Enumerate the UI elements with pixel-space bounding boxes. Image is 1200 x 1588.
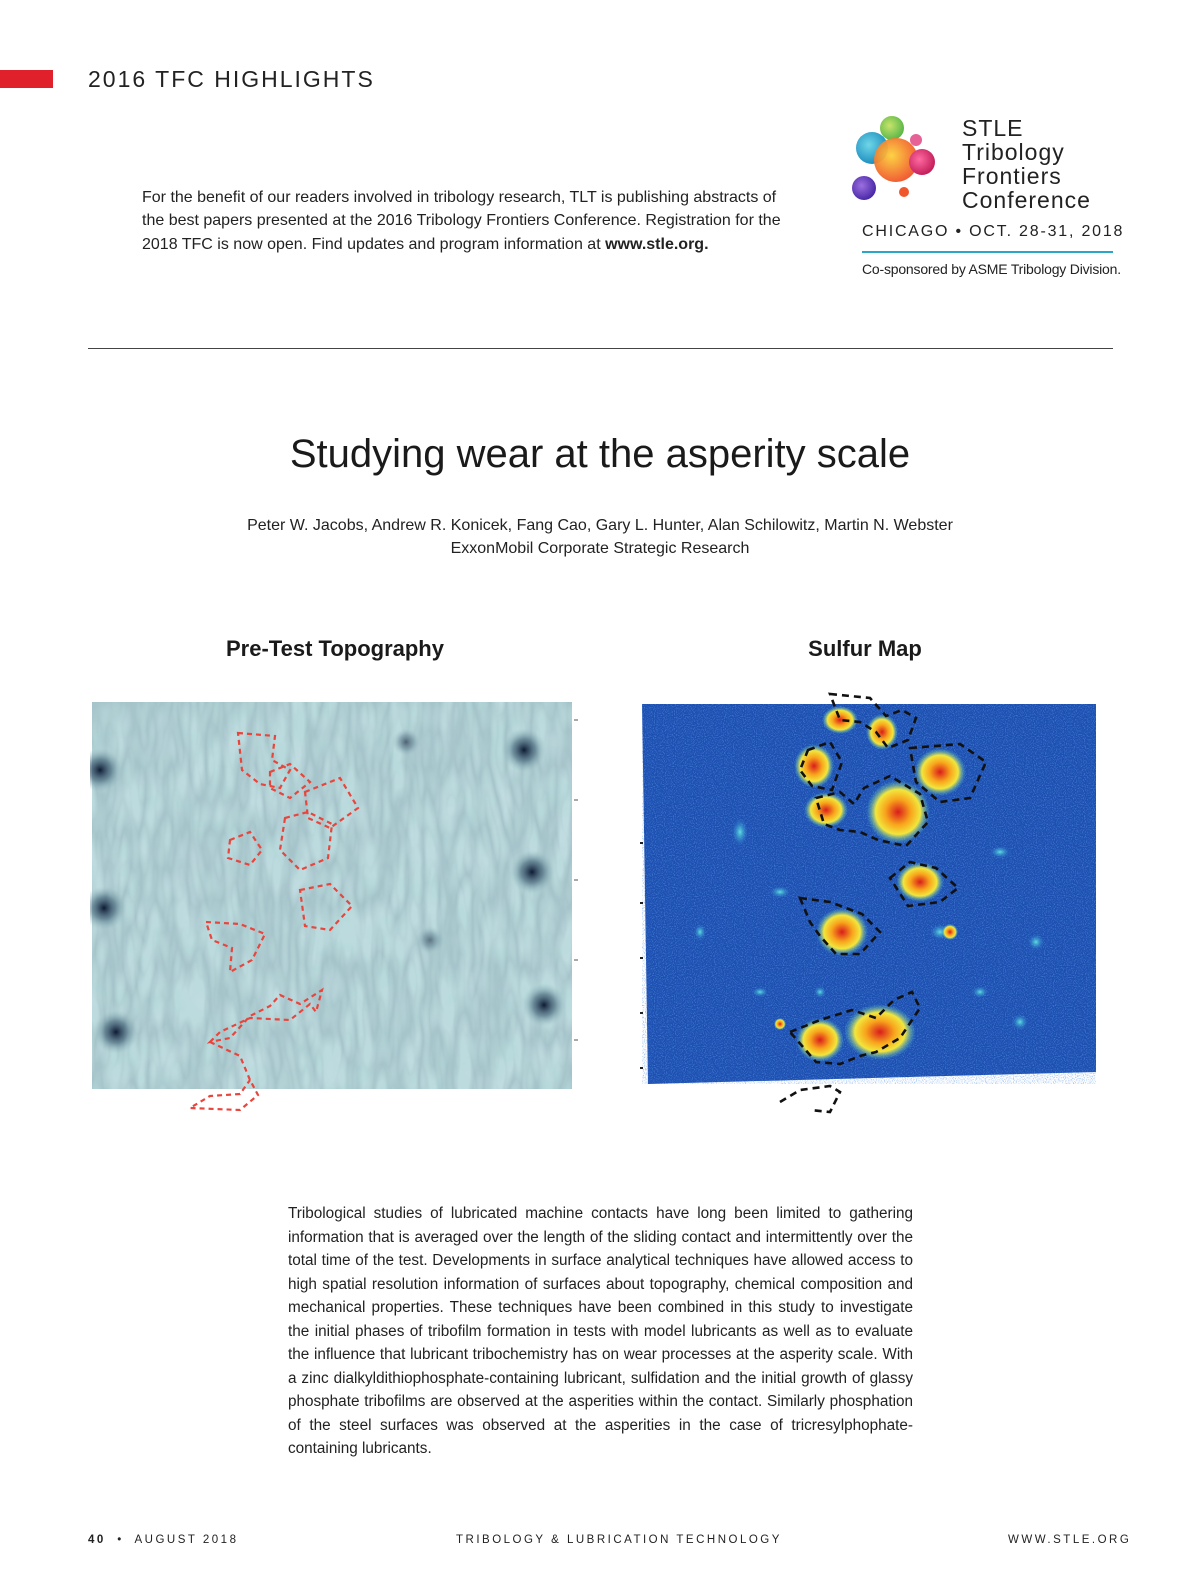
section-label: 2016 TFC HIGHLIGHTS [88,66,375,92]
sulfur-map-image [640,692,1120,1132]
figure-title-sulfur: Sulfur Map [808,636,922,661]
footer-separator: • [117,1534,124,1546]
cosponsor-note: Co-sponsored by ASME Tribology Division. [862,261,1121,277]
header-rule [88,348,1113,349]
footer-page-info [88,1534,238,1546]
section-marker-bar [0,70,53,88]
article-byline [0,514,1200,560]
intro-paragraph [142,186,782,256]
footer-publication: TRIBOLOGY & LUBRICATION TECHNOLOGY [456,1534,782,1546]
stle-logo-dots-icon [852,112,942,212]
logo-wordmark [962,116,1091,212]
logo-line-tribology: Tribology [962,139,1065,165]
logo-line-stle: STLE [962,115,1024,141]
abstract-paragraph: Tribological studies of lubricated machine contacts have long been limited to gathering information that is averaged over the length of the sliding contact and intermittently over the total time of the test. Developments in surface analytical techniques have allowed access to high spatial resolution information of surfaces about topography, chemical composition and mechanical properties. These techniques have been combined in this study to investigate the initial phases of tribofilm formation in tests with model lubricants as well as to evaluate the influence that lubricant tribochemistry has on wear processes at the asperity scale. With a zinc dialkyldithiophosphate-containing lubricant, sulfidation and the initial growth of glassy phosphate tribofilms are observed at the asperities within the contact. Similarly phosphation of the steel surfaces was observed at the asperities in the case of tricresylphophate-containing lubricants. [288,1205,913,1457]
footer-page-number: 40 [88,1534,106,1546]
intro-text: For the benefit of our readers involved in tribology research, TLT is publishing abstracts of the best papers presented at the 2016 Tribology Frontiers Conference. Registration for the 2018 TFC is now open. Find updates and program information at [142,189,781,253]
topography-image [90,700,590,1130]
intro-link[interactable]: www.stle.org. [605,235,709,253]
logo-line-conference: Conference [962,187,1091,213]
footer-website[interactable]: WWW.STLE.ORG [1008,1534,1132,1546]
figure-title-topography: Pre-Test Topography [226,636,444,661]
article-title: Studying wear at the asperity scale [289,432,911,476]
author-list: Peter W. Jacobs, Andrew R. Konicek, Fang Cao, Gary L. Hunter, Alan Schilowitz, Martin N. Webster [247,517,953,534]
author-affiliation: ExxonMobil Corporate Strategic Research [450,540,750,557]
conference-dates: CHICAGO • OCT. 28-31, 2018 [862,223,1125,240]
logo-divider [862,251,1113,253]
footer-issue: AUGUST 2018 [134,1534,239,1546]
logo-line-frontiers: Frontiers [962,163,1062,189]
